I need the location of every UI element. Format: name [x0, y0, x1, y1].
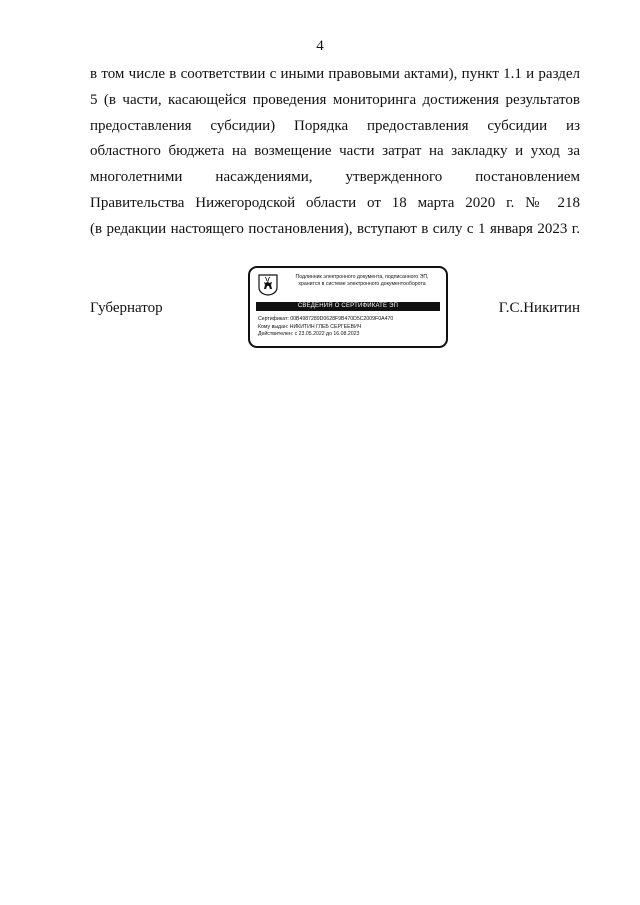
- stamp-issued-to: Кому выдан: НИКИТИН ГЛЕБ СЕРГЕЕВИЧ: [258, 323, 362, 330]
- paragraph-line: Правительства Нижегородской области от 18 марта 2020 г. № 218: [90, 194, 580, 211]
- signatory-name: Г.С.Никитин: [498, 300, 580, 316]
- stamp-certificate: Сертификат: 00B4987289D0628F9B470D5C2009F0A470: [258, 316, 394, 322]
- stamp-validity: Действителен: с 23.05.2022 до 16.08.2023: [258, 331, 360, 337]
- body-paragraph: [90, 62, 580, 243]
- paragraph-line: 5 (в части, касающейся проведения мониторинга достижения результатов: [90, 91, 580, 108]
- paragraph-line: областного бюджета на возмещение части затрат на закладку и уход за: [90, 143, 580, 160]
- paragraph-line: в том числе в соответствии с иными правовыми актами), пункт 1.1 и раздел: [90, 66, 580, 82]
- stamp-header-line: хранится в системе электронного документооборота: [298, 281, 426, 287]
- electronic-signature-stamp: [248, 266, 448, 348]
- stamp-header-line: Подлинник электронного документа, подписанного ЭП,: [295, 274, 429, 280]
- paragraph-line: (в редакции настоящего постановления), вступают в силу с 1 января 2023 г.: [90, 220, 580, 237]
- page-number: 4: [316, 38, 324, 54]
- coat-of-arms-deer-icon: [258, 274, 278, 296]
- stamp-header: [282, 274, 442, 288]
- stamp-details: [258, 316, 393, 339]
- signatory-position: Губернатор: [90, 300, 163, 316]
- paragraph-line: предоставления субсидии) Порядка предоставления субсидии из: [90, 117, 580, 134]
- paragraph-line: многолетними насаждениями, утвержденного постановлением: [90, 169, 580, 186]
- stamp-title: СВЕДЕНИЯ О СЕРТИФИКАТЕ ЭП: [256, 302, 440, 311]
